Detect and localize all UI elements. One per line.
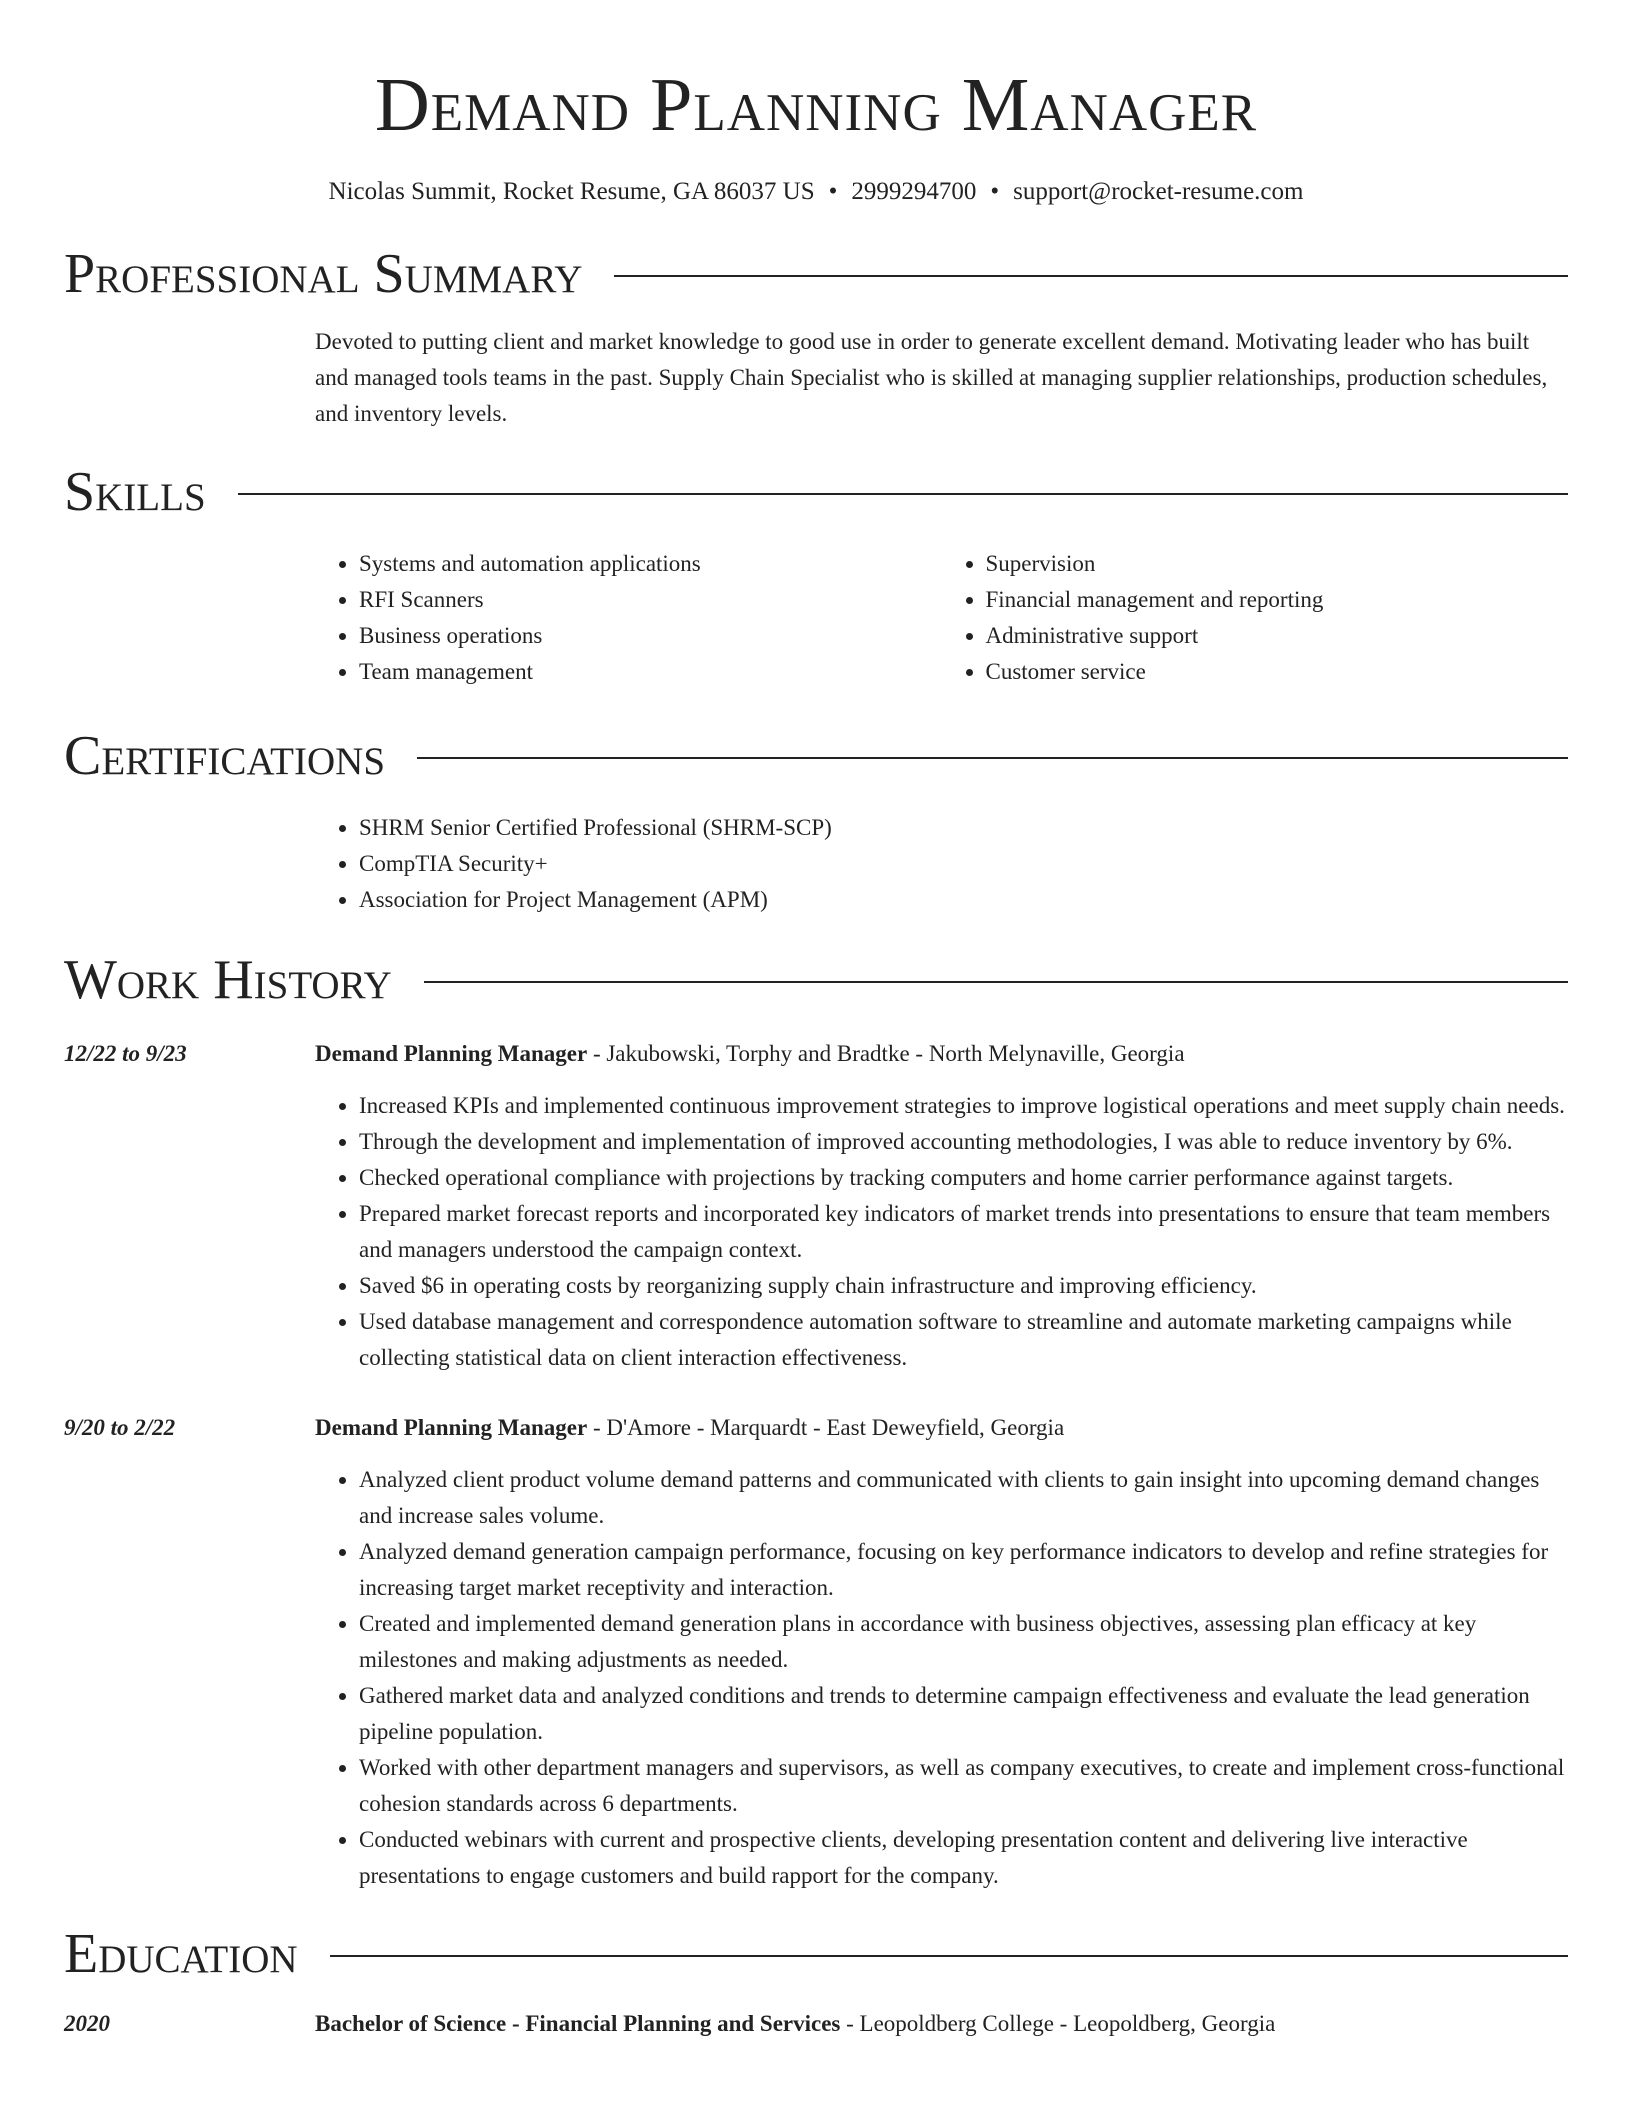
certification-item: • Association for Project Management (APM) — [359, 882, 1568, 918]
contact-separator: • — [828, 178, 838, 205]
section-divider — [330, 1955, 1568, 1957]
skill-item: • Financial management and reporting — [986, 582, 1569, 618]
section-title-education: Education — [64, 1923, 298, 1985]
job-role — [315, 1410, 1064, 1446]
job-bullet: • Analyzed demand generation campaign performance, focusing on key performance indicators to develop and refine strategies for increasing target market receptivity and interaction. — [359, 1534, 1568, 1606]
job-bullet: • Worked with other department managers and supervisors, as well as company executives, to create and implement cross-functional cohesion standards across 6 departments. — [359, 1750, 1568, 1822]
job-bullet: • Conducted webinars with current and prospective clients, developing presentation content and delivering live interactive presentations to engage customers and build rapport for the company. — [359, 1822, 1568, 1894]
skill-item: • Administrative support — [986, 618, 1569, 654]
education-role — [315, 2006, 1275, 2042]
section-header-work-history — [64, 948, 1568, 1012]
job-bullet: • Saved $6 in operating costs by reorganizing supply chain infrastructure and improving efficiency. — [359, 1268, 1568, 1304]
job-bullet: • Used database management and correspondence automation software to streamline and automate marketing campaigns while collecting statistical data on client interaction effectiveness. — [359, 1304, 1568, 1376]
section-title-work-history: Work History — [64, 949, 392, 1011]
certification-item: • CompTIA Security+ — [359, 846, 1568, 882]
contact-line — [64, 176, 1568, 208]
job-title: Demand Planning Manager — [315, 1415, 588, 1440]
skill-item: • Customer service — [986, 654, 1569, 690]
job-bullet: • Created and implemented demand generation plans in accordance with business objectives, assessing plan efficacy at key milestones and making adjustments as needed. — [359, 1606, 1568, 1678]
contact-address: Nicolas Summit, Rocket Resume, GA 86037 US — [328, 178, 815, 205]
skills-column-left — [315, 546, 942, 690]
job-date: 9/20 to 2/22 — [64, 1415, 176, 1440]
summary-text: Devoted to putting client and market knowledge to good use in order to generate excellent demand. Motivating leader who has built and managed tools teams in the past. Supply Chain Specialist who is skilled at managing supplier relationships, production schedules, and inventory levels. — [315, 329, 1548, 426]
job-bullet: • Gathered market data and analyzed conditions and trends to determine campaign effectiveness and evaluate the lead generation pipeline population. — [359, 1678, 1568, 1750]
contact-separator: • — [990, 178, 1000, 205]
section-header-skills — [64, 460, 1568, 524]
job-title: Demand Planning Manager — [315, 1041, 588, 1066]
page-title: Demand Planning Manager — [374, 63, 1258, 147]
job-entry — [64, 1036, 1568, 1072]
education-degree: Bachelor of Science - Financial Planning and Services — [315, 2011, 841, 2036]
section-title-certifications: Certifications — [64, 725, 386, 787]
skills-column-right — [942, 546, 1569, 690]
contact-email: support@rocket-resume.com — [1013, 178, 1304, 205]
section-header-summary — [64, 242, 1568, 306]
skill-item: • Team management — [359, 654, 942, 690]
job-bullets — [315, 1462, 1568, 1894]
section-header-certifications — [64, 724, 1568, 788]
section-divider — [417, 757, 1568, 759]
job-bullet: • Prepared market forecast reports and incorporated key indicators of market trends into presentations to ensure that team members and managers understood the campaign context. — [359, 1196, 1568, 1268]
job-entry — [64, 1410, 1568, 1446]
skills-list — [315, 546, 1568, 690]
job-details: - D'Amore - Marquardt - East Deweyfield, Georgia — [587, 1415, 1065, 1440]
job-role — [315, 1036, 1185, 1072]
education-entry — [64, 2006, 1568, 2042]
education-date: 2020 — [64, 2011, 110, 2036]
section-title-skills: Skills — [64, 461, 206, 523]
certification-item: • SHRM Senior Certified Professional (SHRM-SCP) — [359, 810, 1568, 846]
section-title-summary: Professional Summary — [64, 243, 583, 305]
job-details: - Jakubowski, Torphy and Bradtke - North Melynaville, Georgia — [587, 1041, 1185, 1066]
contact-phone: 2999294700 — [851, 178, 977, 205]
skill-item: • RFI Scanners — [359, 582, 942, 618]
skill-item: • Business operations — [359, 618, 942, 654]
certifications-list — [315, 810, 1568, 918]
job-bullet: • Through the development and implementation of improved accounting methodologies, I was able to reduce inventory by 6%. — [359, 1124, 1568, 1160]
job-bullet: • Increased KPIs and implemented continuous improvement strategies to improve logistical operations and meet supply chain needs. — [359, 1088, 1568, 1124]
section-header-education — [64, 1922, 1568, 1986]
job-bullet: • Analyzed client product volume demand patterns and communicated with clients to gain insight into upcoming demand changes and increase sales volume. — [359, 1462, 1568, 1534]
section-divider — [424, 981, 1568, 983]
job-date: 12/22 to 9/23 — [64, 1041, 187, 1066]
job-bullet: • Checked operational compliance with projections by tracking computers and home carrier performance against targets. — [359, 1160, 1568, 1196]
skill-item: • Supervision — [986, 546, 1569, 582]
skill-item: • Systems and automation applications — [359, 546, 942, 582]
section-divider — [614, 275, 1568, 277]
education-details: - Leopoldberg College - Leopoldberg, Georgia — [840, 2011, 1276, 2036]
section-divider — [238, 493, 1568, 495]
job-bullets — [315, 1088, 1568, 1376]
